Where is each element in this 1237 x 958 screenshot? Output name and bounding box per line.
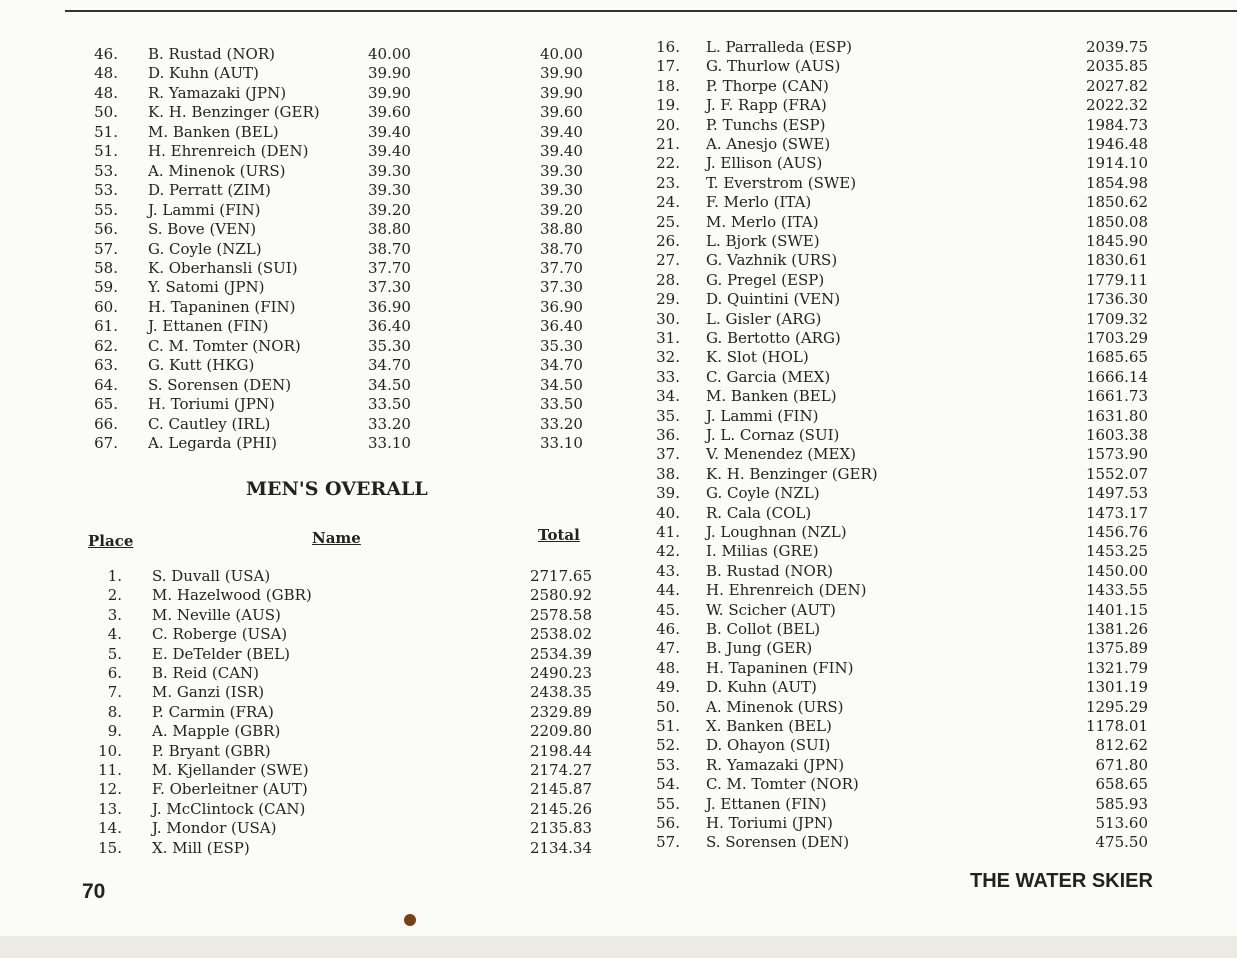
- top-rule: [65, 10, 1237, 12]
- total-score: 1736.30: [1085, 290, 1148, 309]
- skier-name: H. Tapaninen (FIN): [706, 658, 854, 677]
- skier-name: G. Bertotto (ARG): [706, 329, 841, 347]
- total-score: 1456.76: [1085, 523, 1148, 541]
- total-score: 2145.26: [529, 799, 592, 818]
- score: 33.50: [368, 395, 411, 414]
- skier-name: H. Ehrenreich (DEN): [706, 581, 867, 600]
- skier-name: J. Ettanen (FIN): [706, 794, 827, 813]
- skier-name: A. Mapple (GBR): [152, 722, 281, 741]
- skier-name: S. Sorensen (DEN): [148, 375, 292, 394]
- skier-name: C. Garcia (MEX): [706, 367, 831, 386]
- skier-name: J. Mondor (USA): [152, 819, 277, 838]
- skier-name: B. Rustad (NOR): [706, 561, 833, 580]
- place-number: 25.: [656, 212, 680, 231]
- place-number: 18.: [656, 76, 680, 95]
- skier-name: G. Thurlow (AUS): [706, 57, 841, 76]
- place-number: 57.: [656, 833, 680, 852]
- total-score: 1552.07: [1085, 464, 1148, 483]
- skier-name: K. Slot (HOL): [706, 348, 809, 367]
- place-number: 29.: [656, 290, 680, 309]
- skier-name: M. Neville (AUS): [152, 605, 281, 624]
- score: 37.70: [368, 258, 411, 277]
- total-score: 2490.23: [529, 664, 592, 682]
- total-score: 585.93: [1095, 794, 1148, 813]
- total-score: 1666.14: [1085, 367, 1148, 386]
- score: 39.90: [368, 83, 411, 102]
- total-score: 2538.02: [529, 625, 592, 644]
- skier-name: A. Anesjo (SWE): [706, 135, 831, 153]
- place-number: 36.: [656, 426, 680, 444]
- place-number: 13.: [98, 799, 122, 818]
- final-score: 34.50: [540, 375, 583, 394]
- place-number: 63.: [94, 356, 118, 375]
- skier-name: I. Milias (GRE): [706, 542, 819, 561]
- final-score: 37.70: [540, 258, 583, 277]
- score: 39.40: [368, 142, 411, 161]
- skier-name: B. Reid (CAN): [152, 664, 260, 682]
- place-number: 53.: [656, 755, 680, 774]
- final-score: 33.50: [540, 395, 583, 414]
- skier-name: T. Everstrom (SWE): [706, 173, 857, 192]
- place-number: 42.: [656, 542, 680, 561]
- skier-name: S. Duvall (USA): [152, 567, 271, 585]
- skier-name: M. Kjellander (SWE): [152, 761, 309, 779]
- total-score: 1984.73: [1085, 115, 1148, 134]
- total-score: 1301.19: [1085, 678, 1148, 697]
- skier-name: M. Merlo (ITA): [706, 212, 819, 231]
- place-number: 55.: [656, 794, 680, 813]
- total-score: 1573.90: [1085, 445, 1148, 464]
- place-number: 48.: [94, 64, 118, 83]
- skier-name: R. Yamazaki (JPN): [706, 755, 845, 774]
- skier-name: R. Cala (COL): [706, 503, 812, 522]
- skier-name: G. Coyle (NZL): [148, 239, 262, 258]
- place-number: 40.: [656, 503, 680, 522]
- place-number: 57.: [94, 239, 118, 258]
- skier-name: K. Oberhansli (SUI): [148, 258, 298, 277]
- place-number: 14.: [98, 819, 122, 838]
- skier-name: K. H. Benzinger (GER): [706, 464, 878, 483]
- skier-name: H. Toriumi (JPN): [148, 395, 275, 414]
- final-score: 40.00: [540, 45, 583, 63]
- place-number: 50.: [656, 697, 680, 716]
- total-score: 1433.55: [1085, 581, 1148, 600]
- final-score: 39.30: [540, 161, 583, 180]
- skier-name: P. Tunchs (ESP): [706, 115, 826, 134]
- total-score: 513.60: [1095, 814, 1148, 832]
- place-number: 26.: [656, 232, 680, 250]
- place-number: 33.: [656, 367, 680, 386]
- total-score: 1685.65: [1085, 348, 1148, 367]
- total-score: 2145.87: [529, 780, 592, 799]
- skier-name: C. Roberge (USA): [152, 625, 288, 644]
- place-number: 61.: [94, 317, 118, 336]
- place-number: 43.: [656, 561, 680, 580]
- skier-name: D. Kuhn (AUT): [706, 678, 817, 697]
- total-score: 1631.80: [1085, 406, 1148, 425]
- final-score: 35.30: [540, 336, 583, 355]
- magazine-name: THE WATER SKIER: [970, 870, 1153, 892]
- skier-name: G. Vazhnik (URS): [706, 251, 838, 270]
- page-number: 70: [82, 880, 106, 903]
- place-number: 17.: [656, 57, 680, 76]
- total-score: 1845.90: [1085, 232, 1148, 250]
- place-number: 58.: [94, 258, 118, 277]
- place-number: 37.: [656, 445, 680, 464]
- place-number: 51.: [94, 122, 118, 141]
- total-score: 2134.34: [529, 838, 592, 857]
- skier-name: C. M. Tomter (NOR): [148, 336, 301, 355]
- place-number: 52.: [656, 736, 680, 755]
- final-score: 39.30: [540, 181, 583, 200]
- place-number: 64.: [94, 375, 118, 394]
- final-score: 39.40: [540, 122, 583, 141]
- place-number: 51.: [656, 717, 680, 735]
- score: 36.90: [368, 297, 411, 316]
- total-score: 1178.01: [1085, 717, 1148, 735]
- skier-name: M. Banken (BEL): [706, 387, 837, 406]
- final-score: 39.40: [540, 142, 583, 161]
- skier-name: J. L. Cornaz (SUI): [706, 426, 840, 444]
- place-number: 48.: [656, 658, 680, 677]
- skier-name: B. Rustad (NOR): [148, 45, 275, 63]
- skier-name: V. Menendez (MEX): [706, 445, 857, 464]
- place-number: 38.: [656, 464, 680, 483]
- total-score: 1854.98: [1085, 173, 1148, 192]
- skier-name: A. Minenok (URS): [148, 161, 286, 180]
- final-score: 38.80: [540, 220, 583, 239]
- total-score: 2534.39: [529, 644, 592, 663]
- place-number: 65.: [94, 395, 118, 414]
- skier-name: J. McClintock (CAN): [152, 799, 306, 818]
- column-header-name: Name: [312, 529, 361, 547]
- skier-name: S. Sorensen (DEN): [706, 833, 850, 852]
- skier-name: H. Tapaninen (FIN): [148, 297, 296, 316]
- total-score: 2035.85: [1085, 57, 1148, 76]
- place-number: 51.: [94, 142, 118, 161]
- skier-name: X. Mill (ESP): [152, 838, 250, 857]
- place-number: 15.: [98, 838, 122, 857]
- skier-name: M. Hazelwood (GBR): [152, 586, 312, 605]
- skier-name: F. Oberleitner (AUT): [152, 780, 308, 799]
- place-number: 47.: [656, 639, 680, 658]
- skier-name: C. Cautley (IRL): [148, 414, 271, 433]
- total-score: 1401.15: [1085, 600, 1148, 619]
- place-number: 6.: [107, 664, 122, 682]
- place-number: 7.: [107, 683, 122, 702]
- total-score: 2209.80: [529, 722, 592, 741]
- skier-name: L. Bjork (SWE): [706, 232, 820, 250]
- skier-name: K. H. Benzinger (GER): [148, 103, 320, 122]
- skier-name: B. Collot (BEL): [706, 620, 821, 638]
- total-score: 2174.27: [529, 761, 592, 779]
- score: 39.30: [368, 161, 411, 180]
- skier-name: G. Kutt (HKG): [148, 356, 255, 375]
- skier-name: P. Bryant (GBR): [152, 741, 271, 760]
- place-number: 4.: [107, 625, 122, 644]
- place-number: 49.: [656, 678, 680, 697]
- place-number: 62.: [94, 336, 118, 355]
- column-header-total: Total: [538, 526, 580, 544]
- column-header-place: Place: [88, 532, 134, 550]
- place-number: 45.: [656, 600, 680, 619]
- total-score: 1850.62: [1085, 193, 1148, 212]
- total-score: 2329.89: [529, 702, 592, 721]
- score: 37.30: [368, 278, 411, 297]
- final-score: 33.20: [540, 414, 583, 433]
- skier-name: G. Pregel (ESP): [706, 270, 825, 289]
- skier-name: X. Banken (BEL): [706, 717, 832, 735]
- place-number: 21.: [656, 135, 680, 153]
- place-number: 46.: [656, 620, 680, 638]
- total-score: 2039.75: [1085, 38, 1148, 56]
- skier-name: R. Yamazaki (JPN): [148, 83, 287, 102]
- total-score: 1453.25: [1085, 542, 1148, 561]
- total-score: 1375.89: [1085, 639, 1148, 658]
- final-score: 39.90: [540, 83, 583, 102]
- score: 38.80: [368, 220, 411, 239]
- skier-name: M. Banken (BEL): [148, 122, 279, 141]
- skier-name: S. Bove (VEN): [148, 220, 257, 239]
- skier-name: E. DeTelder (BEL): [152, 644, 290, 663]
- score: 39.90: [368, 64, 411, 83]
- score: 39.40: [368, 122, 411, 141]
- skier-name: J. Lammi (FIN): [706, 406, 819, 425]
- place-number: 11.: [98, 761, 122, 779]
- total-score: 2022.32: [1085, 96, 1148, 115]
- skier-name: W. Scicher (AUT): [706, 600, 836, 619]
- score: 39.30: [368, 181, 411, 200]
- place-number: 1.: [107, 567, 122, 585]
- total-score: 2135.83: [529, 819, 592, 838]
- skier-name: C. M. Tomter (NOR): [706, 775, 859, 794]
- total-score: 475.50: [1095, 833, 1148, 852]
- skier-name: J. Lammi (FIN): [148, 200, 261, 219]
- total-score: 1497.53: [1085, 484, 1148, 503]
- total-score: 1703.29: [1085, 329, 1148, 347]
- place-number: 5.: [107, 644, 122, 663]
- place-number: 32.: [656, 348, 680, 367]
- final-score: 39.90: [540, 64, 583, 83]
- skier-name: J. Loughnan (NZL): [706, 523, 847, 541]
- skier-name: A. Legarda (PHI): [148, 434, 278, 452]
- place-number: 22.: [656, 154, 680, 173]
- total-score: 812.62: [1095, 736, 1148, 755]
- total-score: 671.80: [1095, 755, 1148, 774]
- skier-name: G. Coyle (NZL): [706, 484, 820, 503]
- final-score: 37.30: [540, 278, 583, 297]
- place-number: 20.: [656, 115, 680, 134]
- total-score: 2027.82: [1085, 76, 1148, 95]
- skier-name: J. Ettanen (FIN): [148, 317, 269, 336]
- place-number: 56.: [94, 220, 118, 239]
- score: 38.70: [368, 239, 411, 258]
- skier-name: A. Minenok (URS): [706, 697, 844, 716]
- place-number: 28.: [656, 270, 680, 289]
- skier-name: H. Ehrenreich (DEN): [148, 142, 309, 161]
- skier-name: L. Parralleda (ESP): [706, 38, 852, 56]
- total-score: 1450.00: [1085, 561, 1148, 580]
- score: 39.20: [368, 200, 411, 219]
- total-score: 2717.65: [529, 567, 592, 585]
- total-score: 1321.79: [1085, 658, 1148, 677]
- total-score: 2198.44: [529, 741, 592, 760]
- skier-name: D. Ohayon (SUI): [706, 736, 831, 755]
- total-score: 1850.08: [1085, 212, 1148, 231]
- total-score: 1946.48: [1085, 135, 1148, 153]
- total-score: 1830.61: [1085, 251, 1148, 270]
- section-title: MEN'S OVERALL: [246, 478, 428, 500]
- place-number: 24.: [656, 193, 680, 212]
- total-score: 1473.17: [1085, 503, 1148, 522]
- place-number: 3.: [107, 605, 122, 624]
- place-number: 50.: [94, 103, 118, 122]
- page-edge: [0, 936, 1237, 958]
- place-number: 66.: [94, 414, 118, 433]
- ink-spot: [404, 914, 416, 926]
- score: 36.40: [368, 317, 411, 336]
- skier-name: L. Gisler (ARG): [706, 309, 822, 328]
- final-score: 39.60: [540, 103, 583, 122]
- skier-name: H. Toriumi (JPN): [706, 814, 833, 832]
- place-number: 59.: [94, 278, 118, 297]
- total-score: 1381.26: [1085, 620, 1148, 638]
- place-number: 41.: [656, 523, 680, 541]
- place-number: 34.: [656, 387, 680, 406]
- total-score: 1709.32: [1085, 309, 1148, 328]
- total-score: 1914.10: [1085, 154, 1148, 173]
- place-number: 8.: [107, 702, 122, 721]
- place-number: 67.: [94, 434, 118, 452]
- score: 33.10: [368, 434, 411, 452]
- total-score: 1779.11: [1085, 270, 1148, 289]
- final-score: 33.10: [540, 434, 583, 452]
- total-score: 2438.35: [529, 683, 592, 702]
- skier-name: Y. Satomi (JPN): [148, 278, 265, 297]
- place-number: 55.: [94, 200, 118, 219]
- skier-name: F. Merlo (ITA): [706, 193, 812, 212]
- place-number: 9.: [107, 722, 122, 741]
- place-number: 53.: [94, 181, 118, 200]
- place-number: 31.: [656, 329, 680, 347]
- score: 34.50: [368, 375, 411, 394]
- place-number: 12.: [98, 780, 122, 799]
- place-number: 10.: [98, 741, 122, 760]
- place-number: 44.: [656, 581, 680, 600]
- place-number: 39.: [656, 484, 680, 503]
- skier-name: D. Quintini (VEN): [706, 290, 841, 309]
- skier-name: B. Jung (GER): [706, 639, 813, 658]
- final-score: 34.70: [540, 356, 583, 375]
- final-score: 39.20: [540, 200, 583, 219]
- total-score: 2578.58: [529, 605, 592, 624]
- skier-name: D. Perratt (ZIM): [148, 181, 271, 200]
- skier-name: J. F. Rapp (FRA): [706, 96, 827, 115]
- skier-name: D. Kuhn (AUT): [148, 64, 259, 83]
- place-number: 30.: [656, 309, 680, 328]
- skier-name: P. Carmin (FRA): [152, 702, 274, 721]
- place-number: 56.: [656, 814, 680, 832]
- final-score: 36.90: [540, 297, 583, 316]
- score: 34.70: [368, 356, 411, 375]
- total-score: 1661.73: [1085, 387, 1148, 406]
- place-number: 48.: [94, 83, 118, 102]
- place-number: 35.: [656, 406, 680, 425]
- place-number: 16.: [656, 38, 680, 56]
- skier-name: M. Ganzi (ISR): [152, 683, 265, 702]
- place-number: 53.: [94, 161, 118, 180]
- score: 40.00: [368, 45, 411, 63]
- final-score: 36.40: [540, 317, 583, 336]
- place-number: 27.: [656, 251, 680, 270]
- score: 39.60: [368, 103, 411, 122]
- total-score: 1295.29: [1085, 697, 1148, 716]
- place-number: 60.: [94, 297, 118, 316]
- skier-name: P. Thorpe (CAN): [706, 76, 829, 95]
- score: 35.30: [368, 336, 411, 355]
- place-number: 19.: [656, 96, 680, 115]
- place-number: 23.: [656, 173, 680, 192]
- place-number: 54.: [656, 775, 680, 794]
- final-score: 38.70: [540, 239, 583, 258]
- skier-name: J. Ellison (AUS): [706, 154, 823, 173]
- total-score: 658.65: [1095, 775, 1148, 794]
- total-score: 1603.38: [1085, 426, 1148, 444]
- place-number: 46.: [94, 45, 118, 63]
- total-score: 2580.92: [529, 586, 592, 605]
- score: 33.20: [368, 414, 411, 433]
- place-number: 2.: [107, 586, 122, 605]
